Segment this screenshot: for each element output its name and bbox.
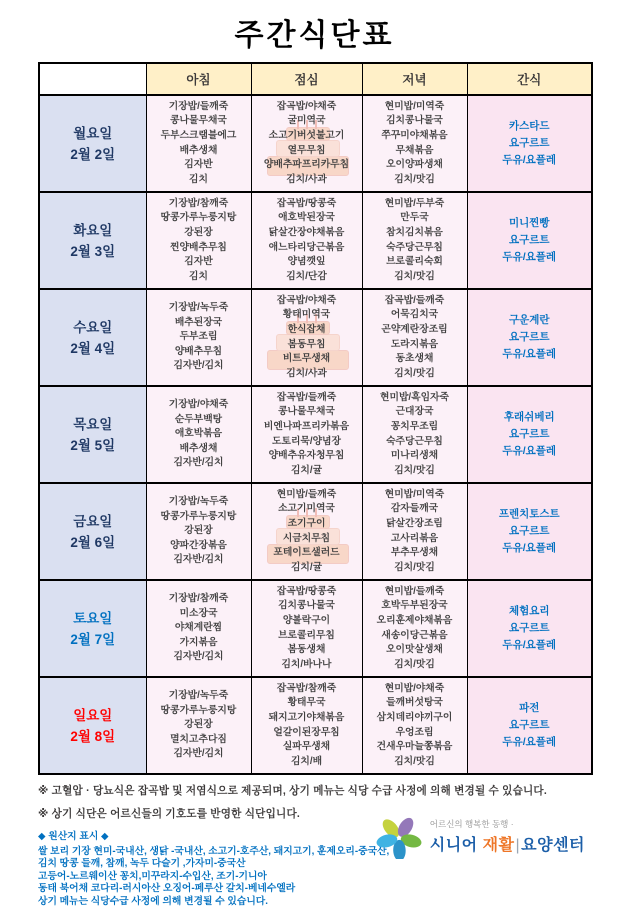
- breakfast-cell: [146, 95, 251, 192]
- breakfast-cell: [146, 483, 251, 580]
- menu-item: 김자반/김치: [173, 554, 224, 566]
- menu-item: 김치/사과: [286, 367, 327, 379]
- menu-item: 김치/맛김: [394, 755, 435, 767]
- menu-item: 황태미역국: [282, 309, 331, 321]
- menu-item: 숙주당근무침: [386, 435, 443, 447]
- snack-cell: [467, 95, 592, 192]
- menu-item: 김치/맛김: [394, 173, 435, 185]
- menu-item: 김치: [189, 270, 208, 282]
- menu-item: 시금치무침: [282, 532, 331, 544]
- table-row: [39, 677, 592, 774]
- menu-item: 양배추유자청무침: [268, 450, 345, 462]
- menu-item: 닭살간장야채볶음: [268, 226, 345, 238]
- menu-item: 오이양파생채: [386, 159, 443, 171]
- menu-item: 김치/바나나: [281, 658, 332, 670]
- dinner-cell: [362, 289, 467, 386]
- menu-item: 현미밥/들깨죽: [276, 488, 337, 500]
- table-row: [39, 95, 592, 192]
- origin-line: 동태 북어채 코다리-러시아산 오징어-페루산 갈치-베네수엘라: [38, 883, 296, 895]
- dinner-menu-items: [363, 682, 467, 770]
- snack-cell: [467, 580, 592, 677]
- menu-item: 감자들깨국: [390, 503, 439, 515]
- logo-text: [430, 818, 585, 855]
- logo-name-separator: |: [515, 836, 521, 854]
- flower-logo-icon: [376, 813, 422, 859]
- menu-item: 두부스크램블에그: [160, 129, 237, 141]
- dinner-menu-items: [363, 391, 467, 479]
- header-row: [39, 63, 592, 95]
- menu-item: 건새우마늘쫑볶음: [376, 741, 453, 753]
- footer: [38, 783, 593, 909]
- menu-item: 야채계란찜: [174, 622, 223, 634]
- menu-item: 김자반/김치: [173, 651, 224, 663]
- menu-item: 어묵김치국: [390, 309, 439, 321]
- origin-line: 상기 메뉴는 식당수급 사정에 의해 변경될 수 있습니다.: [38, 895, 268, 907]
- menu-item: 요구르트: [508, 525, 550, 537]
- menu-item: 김치/맛김: [394, 658, 435, 670]
- lunch-cell: [251, 483, 362, 580]
- origin-line: 쌀 보리 기장 현미-국내산, 생닭 -국내산, 소고기-호주산, 돼지고기, 훈제오리-중국산,: [38, 845, 390, 857]
- origin-line: 고등어-노르웨이산 꽁치,미꾸라지-수입산, 조기-기니아: [38, 870, 267, 882]
- center-logo: [376, 813, 585, 859]
- snack-cell: [467, 192, 592, 289]
- menu-item: 새송이당근볶음: [381, 629, 448, 641]
- lunch-cell: [251, 580, 362, 677]
- menu-item: 요구르트: [508, 719, 550, 731]
- logo-name: [430, 832, 585, 855]
- menu-item: 잡곡밥/땅콩죽: [276, 585, 337, 597]
- menu-item: 잡곡밥/야채죽: [276, 100, 337, 112]
- lunch-menu-items: [252, 197, 362, 285]
- menu-item: 양파간장볶음: [170, 539, 227, 551]
- menu-item: 현미밥/들깨죽: [384, 585, 445, 597]
- breakfast-menu-items: [147, 100, 251, 188]
- menu-item: 김치콩나물국: [278, 600, 335, 612]
- breakfast-cell: [146, 289, 251, 386]
- snack-menu-items: [468, 118, 592, 169]
- menu-item: 오리훈제야채볶음: [376, 614, 453, 626]
- menu-item: 참치김치볶음: [386, 226, 443, 238]
- day-label: 금요일 2월 6일: [39, 483, 146, 580]
- menu-item: 부추무생채: [390, 547, 439, 559]
- table-row: [39, 483, 592, 580]
- day-label: 수요일 2월 4일: [39, 289, 146, 386]
- footnote-1: ※ 고혈압 · 당뇨식은 잡곡밥 및 저염식으로 제공되며, 상기 메뉴는 식당 수급 사정에 의해 변경될 수 있습니다.: [38, 785, 548, 797]
- breakfast-cell: [146, 677, 251, 774]
- snack-cell: [467, 289, 592, 386]
- menu-item: 양볼락구이: [282, 614, 331, 626]
- menu-item: 기장밥/들깨죽: [168, 100, 229, 112]
- menu-item: 김치/귤: [290, 464, 323, 476]
- menu-item: 애호박된장국: [278, 212, 335, 224]
- menu-item: 두유/요플레: [502, 542, 557, 554]
- menu-item: 요구르트: [508, 622, 550, 634]
- menu-item: 근대장국: [395, 406, 434, 418]
- menu-item: 닭살간장조림: [386, 517, 443, 529]
- breakfast-cell: [146, 192, 251, 289]
- menu-item: 들깨버섯탕국: [386, 697, 443, 709]
- dinner-cell: [362, 580, 467, 677]
- menu-item: 잡곡밥/참깨죽: [276, 682, 337, 694]
- breakfast-menu-items: [147, 592, 251, 665]
- breakfast-menu-items: [147, 301, 251, 374]
- menu-item: 김치/맛김: [394, 464, 435, 476]
- menu-item: 브로콜리숙회: [386, 256, 443, 268]
- menu-table-body: [39, 95, 592, 774]
- menu-item: 기장밥/녹두죽: [168, 302, 229, 314]
- menu-item: 소고기버섯불고기: [268, 129, 345, 141]
- menu-item: 두유/요플레: [502, 348, 557, 360]
- lunch-cell: [251, 289, 362, 386]
- breakfast-cell: [146, 580, 251, 677]
- table-row: [39, 289, 592, 386]
- lunch-menu-items: [252, 682, 362, 770]
- menu-item: 김자반/김치: [173, 457, 224, 469]
- menu-item: 소고기미역국: [278, 503, 335, 515]
- menu-item: 양배추무침: [174, 345, 223, 357]
- menu-item: 땅콩가루누룽지탕: [160, 212, 237, 224]
- menu-item: 삼치데리야끼구이: [376, 711, 453, 723]
- menu-item: 김자반/김치: [173, 360, 224, 372]
- menu-item: 미소장국: [179, 607, 218, 619]
- menu-item: 현미밥/흑임자죽: [380, 391, 449, 403]
- table-row: [39, 386, 592, 483]
- menu-item: 양배추파프리카무침: [263, 159, 350, 171]
- lunch-menu-items: [252, 391, 362, 479]
- day-label: 일요일 2월 8일: [39, 677, 146, 774]
- menu-item: 비엔나파프리카볶음: [263, 420, 350, 432]
- dinner-cell: [362, 483, 467, 580]
- menu-item: 두유/요플레: [502, 445, 557, 457]
- lunch-menu-items: [252, 488, 362, 576]
- menu-item: 파전: [519, 702, 540, 714]
- menu-item: 두유/요플레: [502, 251, 557, 263]
- column-header-lunch: 점심: [251, 63, 362, 95]
- menu-item: 포테이트샐러드: [273, 547, 340, 559]
- day-label: 화요일 2월 3일: [39, 192, 146, 289]
- breakfast-cell: [146, 386, 251, 483]
- dinner-cell: [362, 95, 467, 192]
- menu-item: 현미밥/미역죽: [384, 488, 445, 500]
- dinner-cell: [362, 677, 467, 774]
- day-label: 목요일 2월 5일: [39, 386, 146, 483]
- footnote-2: ※ 상기 식단은 어르신들의 기호도를 반영한 식단입니다.: [38, 808, 301, 820]
- menu-item: 도토리묵/양념장: [272, 435, 341, 447]
- menu-item: 요구르트: [508, 331, 550, 343]
- menu-item: 도라지볶음: [390, 338, 439, 350]
- menu-item: 김치/맛김: [394, 367, 435, 379]
- menu-item: 현미밥/미역죽: [384, 100, 445, 112]
- menu-item: 현미밥/야채죽: [384, 682, 445, 694]
- menu-item: 기장밥/참깨죽: [168, 593, 229, 605]
- menu-item: 가지볶음: [179, 636, 218, 648]
- dinner-menu-items: [363, 100, 467, 188]
- dinner-cell: [362, 386, 467, 483]
- menu-item: 강된장: [184, 719, 213, 731]
- menu-item: 강된장: [184, 226, 213, 238]
- menu-item: 애호박볶음: [174, 428, 223, 440]
- menu-item: 콩나물무채국: [170, 115, 227, 127]
- column-header-breakfast: 아침: [146, 63, 251, 95]
- menu-item: 동초생채: [395, 353, 434, 365]
- menu-item: 현미밥/두부죽: [384, 197, 445, 209]
- menu-item: 굴미역국: [287, 115, 326, 127]
- menu-item: 양념깻잎: [287, 256, 326, 268]
- menu-item: 기장밥/녹두죽: [168, 690, 229, 702]
- breakfast-menu-items: [147, 689, 251, 762]
- menu-item: 돼지고기야채볶음: [268, 711, 345, 723]
- menu-item: 실파무생채: [282, 741, 331, 753]
- menu-item: 요구르트: [508, 428, 550, 440]
- snack-menu-items: [468, 215, 592, 266]
- menu-item: 프렌치토스트: [498, 508, 560, 520]
- menu-item: 김치: [189, 173, 208, 185]
- menu-item: 김자반: [184, 159, 213, 171]
- dinner-menu-items: [363, 197, 467, 285]
- table-row: [39, 580, 592, 677]
- menu-item: 두유/요플레: [502, 639, 557, 651]
- menu-item: 잡곡밥/들깨죽: [384, 294, 445, 306]
- menu-item: 땅콩가루누룽지탕: [160, 704, 237, 716]
- menu-item: 잡곡밥/땅콩죽: [276, 197, 337, 209]
- menu-item: 봄동생채: [287, 644, 326, 656]
- menu-item: 기장밥/야채죽: [168, 399, 229, 411]
- menu-item: 미니찐빵: [508, 217, 550, 229]
- menu-item: 요구르트: [508, 137, 550, 149]
- snack-cell: [467, 483, 592, 580]
- snack-menu-items: [468, 312, 592, 363]
- menu-item: 얼갈이된장무침: [273, 726, 340, 738]
- breakfast-menu-items: [147, 197, 251, 285]
- lunch-cell: [251, 677, 362, 774]
- logo-name-part2: 재활: [482, 836, 515, 854]
- day-label: 토요일 2월 7일: [39, 580, 146, 677]
- menu-item: 김치/배: [290, 755, 323, 767]
- menu-item: 김치콩나물국: [386, 115, 443, 127]
- origin-line: 김치 땅콩 들깨, 참깨, 녹두 다슬기 ,가자미-중국산: [38, 858, 246, 870]
- menu-item: 황태무국: [287, 697, 326, 709]
- menu-item: 기장밥/참깨죽: [168, 197, 229, 209]
- menu-item: 배추생채: [179, 442, 218, 454]
- weekly-menu-table: [38, 62, 593, 775]
- snack-cell: [467, 386, 592, 483]
- menu-item: 강된장: [184, 525, 213, 537]
- menu-item: 봄동무침: [287, 338, 326, 350]
- menu-item: 고사리볶음: [390, 532, 439, 544]
- menu-item: 김치/맛김: [394, 561, 435, 573]
- menu-item: 배추된장국: [174, 316, 223, 328]
- menu-item: 숙주당근무침: [386, 241, 443, 253]
- origin-title: ◆ 원산지 표시 ◆: [38, 831, 109, 842]
- menu-item: 두부조림: [179, 331, 218, 343]
- menu-item: 조기구이: [287, 517, 326, 529]
- breakfast-menu-items: [147, 398, 251, 471]
- menu-item: 김치/귤: [290, 561, 323, 573]
- menu-item: 후래쉬베리: [503, 411, 555, 423]
- lunch-cell: [251, 192, 362, 289]
- menu-item: 잡곡밥/야채죽: [276, 294, 337, 306]
- snack-menu-items: [468, 506, 592, 557]
- menu-item: 열무무침: [287, 144, 326, 156]
- lunch-cell: [251, 386, 362, 483]
- table-row: [39, 192, 592, 289]
- menu-item: 두유/요플레: [502, 154, 557, 166]
- menu-item: 김치/단감: [286, 270, 327, 282]
- menu-item: 미나리생채: [390, 450, 439, 462]
- menu-item: 꽁치무조림: [390, 420, 439, 432]
- menu-item: 배추생채: [179, 144, 218, 156]
- menu-item: 기장밥/녹두죽: [168, 496, 229, 508]
- snack-cell: [467, 677, 592, 774]
- page-title: 주간식단표: [234, 19, 395, 52]
- dinner-menu-items: [363, 294, 467, 382]
- menu-item: 땅콩가루누룽지탕: [160, 510, 237, 522]
- dinner-cell: [362, 192, 467, 289]
- column-header-dinner: 저녁: [362, 63, 467, 95]
- menu-item: 두유/요플레: [502, 736, 557, 748]
- lunch-menu-items: [252, 100, 362, 188]
- menu-item: 쭈꾸미야채볶음: [381, 129, 448, 141]
- menu-item: 체험요리: [508, 605, 550, 617]
- menu-item: 찐양배추무침: [170, 241, 227, 253]
- menu-item: 잡곡밥/들깨죽: [276, 391, 337, 403]
- corner-cell: [39, 63, 146, 95]
- snack-menu-items: [468, 700, 592, 751]
- lunch-cell: [251, 95, 362, 192]
- lunch-menu-items: [252, 294, 362, 382]
- dinner-menu-items: [363, 585, 467, 673]
- menu-item: 김자반/김치: [173, 748, 224, 760]
- menu-item: 카스타드: [508, 120, 550, 132]
- menu-item: 요구르트: [508, 234, 550, 246]
- menu-item: 브로콜리무침: [278, 629, 335, 641]
- menu-item: 순두부백탕: [174, 413, 223, 425]
- snack-menu-items: [468, 409, 592, 460]
- day-label: 월요일 2월 2일: [39, 95, 146, 192]
- dinner-menu-items: [363, 488, 467, 576]
- menu-item: 곤약계란장조림: [381, 323, 448, 335]
- breakfast-menu-items: [147, 495, 251, 568]
- menu-item: 멸치고추다짐: [170, 733, 227, 745]
- menu-item: 김치/사과: [286, 173, 327, 185]
- menu-item: 비트무생채: [282, 353, 331, 365]
- lunch-menu-items: [252, 585, 362, 673]
- menu-item: 콩나물무채국: [278, 406, 335, 418]
- menu-item: 호박두부된장국: [381, 600, 448, 612]
- logo-name-part3: 요양센터: [521, 836, 585, 854]
- menu-item: 김치/맛김: [394, 270, 435, 282]
- snack-menu-items: [468, 603, 592, 654]
- logo-name-part1: 시니어: [429, 836, 478, 854]
- menu-item: 한식잡채: [287, 323, 326, 335]
- menu-item: 애느타리당근볶음: [268, 241, 345, 253]
- menu-item: 만두국: [400, 212, 429, 224]
- menu-item: 무채볶음: [395, 144, 434, 156]
- logo-tagline: 어르신의 행복한 동행 ·: [429, 818, 514, 829]
- menu-item: 김자반: [184, 256, 213, 268]
- menu-item: 오이맛살생채: [386, 644, 443, 656]
- menu-item: 우엉조림: [395, 726, 434, 738]
- column-header-snack: 간식: [467, 63, 592, 95]
- menu-item: 구운계란: [508, 314, 550, 326]
